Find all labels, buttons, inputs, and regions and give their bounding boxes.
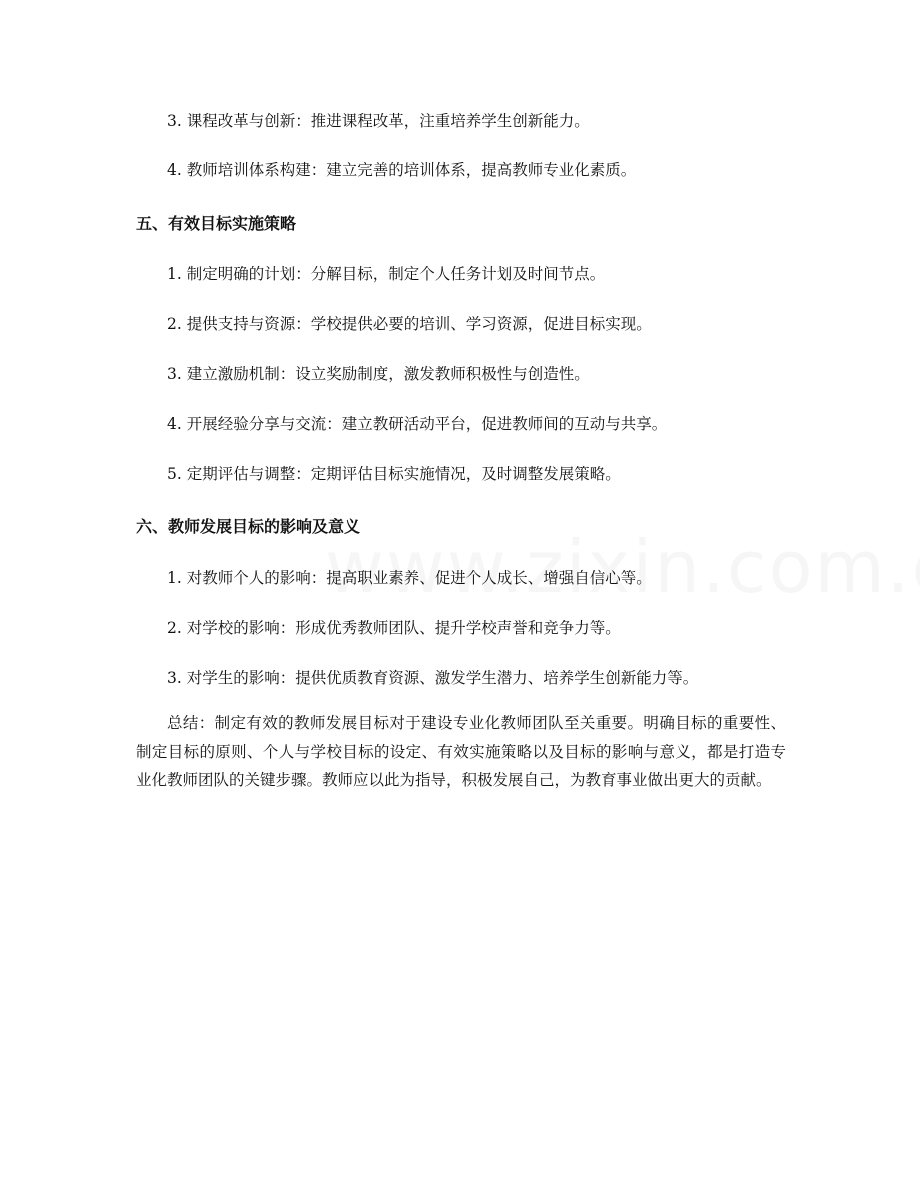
list-item: 3. 课程改革与创新：推进课程改革，注重培养学生创新能力。 bbox=[167, 112, 590, 130]
list-item: 2. 对学校的影响：形成优秀教师团队、提升学校声誉和竞争力等。 bbox=[167, 619, 621, 637]
list-item: 4. 教师培训体系构建：建立完善的培训体系，提高教师专业化素质。 bbox=[167, 161, 637, 179]
list-item: 5. 定期评估与调整：定期评估目标实施情况，及时调整发展策略。 bbox=[167, 465, 621, 483]
list-item: 3. 建立激励机制：设立奖励制度，激发教师积极性与创造性。 bbox=[167, 365, 590, 383]
watermark-text bbox=[325, 525, 920, 609]
list-item: 1. 对教师个人的影响：提高职业素养、促进个人成长、增强自信心等。 bbox=[167, 569, 652, 587]
section-heading: 六、教师发展目标的影响及意义 bbox=[136, 517, 361, 536]
list-item: 3. 对学生的影响：提供优质教育资源、激发学生潜力、培养学生创新能力等。 bbox=[167, 669, 699, 687]
list-item: 2. 提供支持与资源：学校提供必要的培训、学习资源，促进目标实现。 bbox=[167, 315, 652, 333]
summary-paragraph: 总结：制定有效的教师发展目标对于建设专业化教师团队至关重要。明确目标的重要性、制定目标的原则、个人与学校目标的设定、有效实施策略以及目标的影响与意义，都是打造专业化教师团队的关键步骤。教师应以此为指导，积极发展自己，为教育事业做出更大的贡献。 bbox=[136, 714, 786, 789]
list-item: 4. 开展经验分享与交流：建立教研活动平台，促进教师间的互动与共享。 bbox=[167, 415, 668, 433]
list-item: 1. 制定明确的计划：分解目标，制定个人任务计划及时间节点。 bbox=[167, 265, 606, 283]
section-heading: 五、有效目标实施策略 bbox=[136, 214, 297, 233]
